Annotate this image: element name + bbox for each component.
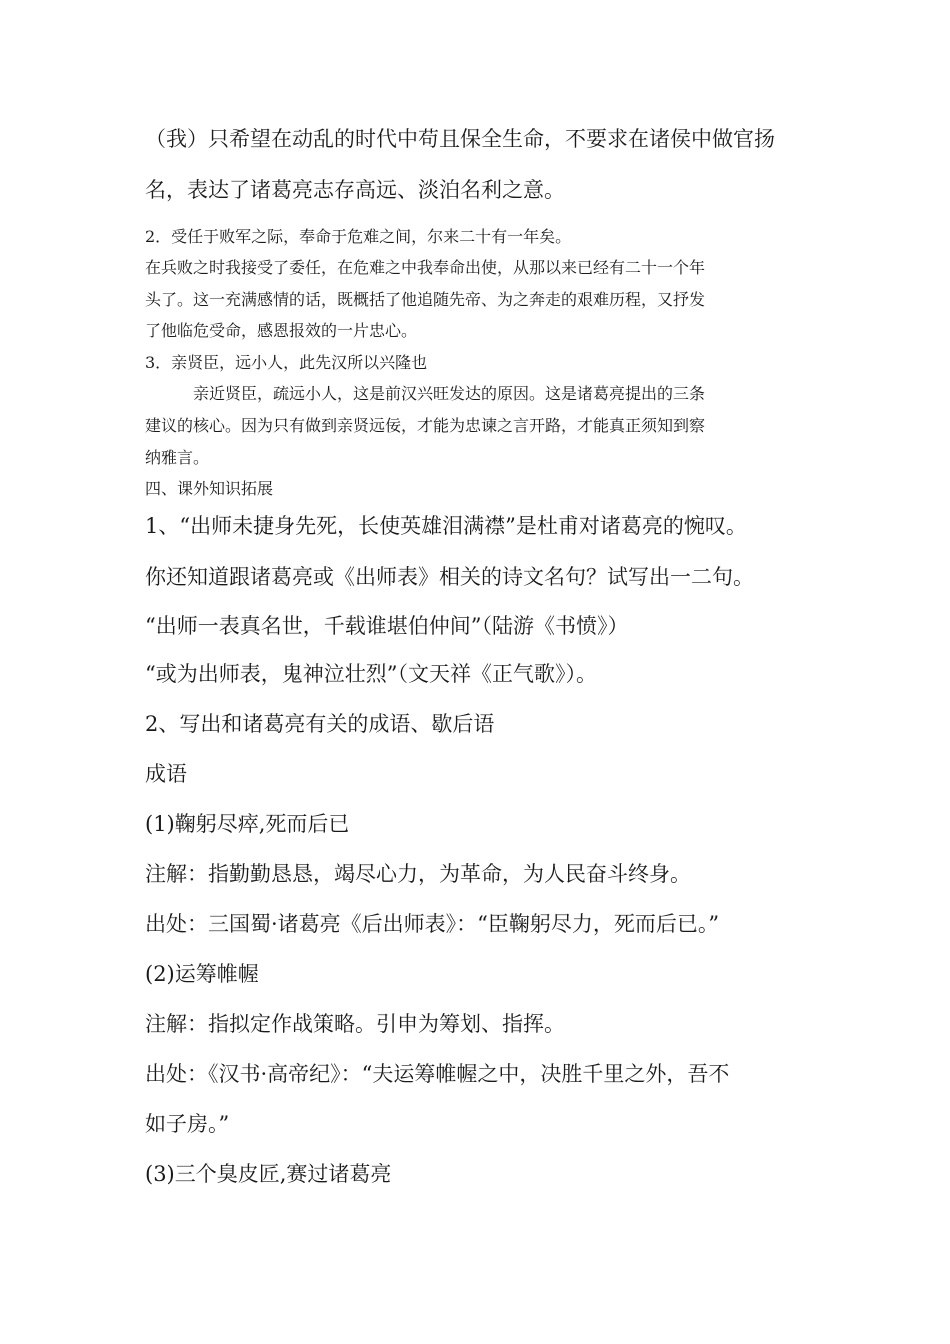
idiom-note: 注解：指拟定作战策略。引申为筹划、指挥。	[145, 1012, 565, 1036]
idiom-source: 如子房。”	[145, 1112, 230, 1136]
item-heading: 3．亲贤臣，远小人，此先汉所以兴隆也	[145, 353, 428, 372]
paragraph-line: 头了。这一充满感情的话，既概括了他追随先帝、为之奔走的艰难历程，又抒发	[145, 290, 706, 309]
idiom-title: (1)鞠躬尽瘁,死而后已	[145, 812, 350, 836]
paragraph-line: 你还知道跟诸葛亮或《出师表》相关的诗文名句？试写出一二句。	[145, 565, 754, 589]
paragraph-line: 建议的核心。因为只有做到亲贤远佞，才能为忠谏之言开路，才能真正须知到察	[145, 416, 706, 435]
item-heading: 2．受任于败军之际，奉命于危难之间，尔来二十有一年矣。	[145, 227, 572, 246]
idiom-note: 注解：指勤勤恳恳，竭尽心力，为革命，为人民奋斗终身。	[145, 862, 691, 886]
item-heading: 2、写出和诸葛亮有关的成语、歇后语	[145, 712, 495, 736]
quote-line: “或为出师表，鬼神泣壮烈”（文天祥《正气歌》）。	[145, 662, 597, 686]
paragraph-line: 了他临危受命，感恩报效的一片忠心。	[145, 321, 418, 340]
subsection-label: 成语	[145, 762, 187, 786]
section-heading: 四、课外知识拓展	[145, 479, 274, 498]
paragraph-line: 亲近贤臣，疏远小人，这是前汉兴旺发达的原因。这是诸葛亮提出的三条	[193, 384, 706, 403]
idiom-title: (2)运筹帷幄	[145, 962, 259, 986]
paragraph-line: 纳雅言。	[145, 448, 210, 467]
paragraph-line: （我）只希望在动乱的时代中苟且保全生命，不要求在诸侯中做官扬	[145, 127, 775, 151]
quote-line: “出师一表真名世，千载谁堪伯仲间”（陆游《书愤》）	[145, 614, 629, 638]
paragraph-line: 在兵败之时我接受了委任，在危难之中我奉命出使，从那以来已经有二十一个年	[145, 258, 706, 277]
paragraph-line: 名，表达了诸葛亮志存高远、淡泊名利之意。	[145, 178, 565, 202]
idiom-source: 出处：《汉书·高帝纪》：“夫运筹帷幄之中，决胜千里之外，吾不	[145, 1062, 730, 1086]
paragraph-line: 1、“出师未捷身先死，长使英雄泪满襟”是杜甫对诸葛亮的惋叹。	[145, 514, 747, 538]
idiom-source: 出处：三国蜀·诸葛亮《后出师表》：“臣鞠躬尽力，死而后已。”	[145, 912, 720, 936]
idiom-title: (3)三个臭皮匠,赛过诸葛亮	[145, 1162, 392, 1186]
